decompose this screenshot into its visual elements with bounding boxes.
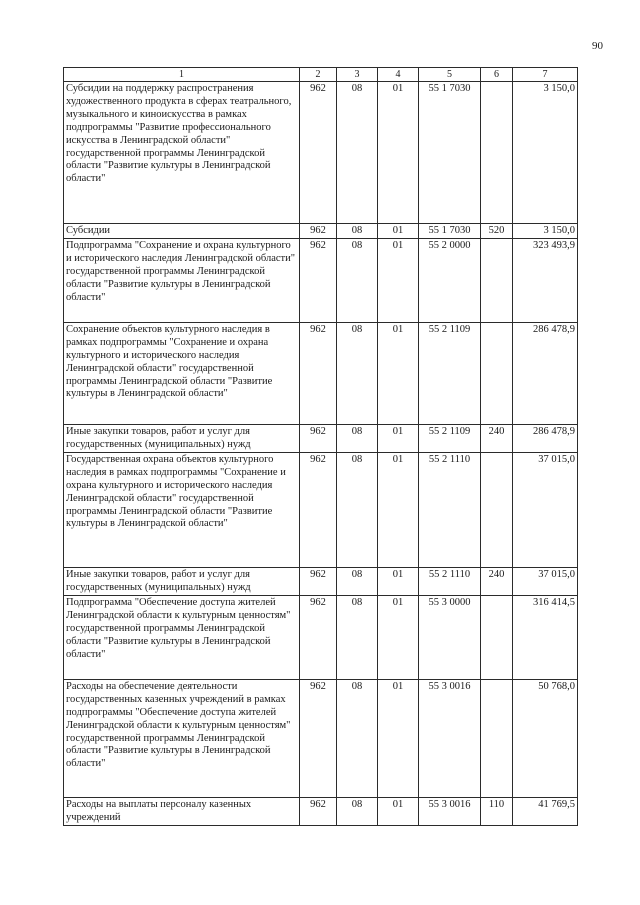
- row-section-code: 08: [337, 238, 378, 322]
- row-name: Субсидии: [64, 224, 300, 239]
- row-target-code: 55 1 7030: [419, 82, 481, 224]
- row-name: Субсидии на поддержку распространения художественного продукта в сферах театрального, музыкального и киноискусства в рамках подпрограммы "Развитие профессионального искусства в Ленинградской области" государственной программы Ленинградской области "Развитие культуры в Ленинградской области": [64, 82, 300, 224]
- row-amount: 3 150,0: [513, 82, 578, 224]
- row-ministry-code: 962: [300, 224, 337, 239]
- column-header-1: 1: [64, 68, 300, 82]
- row-section-code: 08: [337, 797, 378, 825]
- row-target-code: 55 3 0016: [419, 797, 481, 825]
- row-target-code: 55 2 1110: [419, 567, 481, 595]
- row-target-code: 55 2 1109: [419, 322, 481, 424]
- column-header-3: 3: [337, 68, 378, 82]
- row-expense-type: [481, 452, 513, 567]
- row-amount: 50 768,0: [513, 679, 578, 797]
- row-target-code: 55 2 0000: [419, 238, 481, 322]
- row-subsection-code: 01: [378, 452, 419, 567]
- row-ministry-code: 962: [300, 82, 337, 224]
- row-subsection-code: 01: [378, 424, 419, 452]
- row-section-code: 08: [337, 224, 378, 239]
- row-amount: 323 493,9: [513, 238, 578, 322]
- row-section-code: 08: [337, 567, 378, 595]
- row-amount: 3 150,0: [513, 224, 578, 239]
- column-header-6: 6: [481, 68, 513, 82]
- row-expense-type: [481, 82, 513, 224]
- row-name: Иные закупки товаров, работ и услуг для государственных (муниципальных) нужд: [64, 567, 300, 595]
- row-ministry-code: 962: [300, 595, 337, 679]
- row-name: Иные закупки товаров, работ и услуг для государственных (муниципальных) нужд: [64, 424, 300, 452]
- table-row: [64, 322, 578, 424]
- row-section-code: 08: [337, 679, 378, 797]
- row-ministry-code: 962: [300, 322, 337, 424]
- row-section-code: 08: [337, 452, 378, 567]
- row-ministry-code: 962: [300, 567, 337, 595]
- row-subsection-code: 01: [378, 224, 419, 239]
- row-expense-type: 110: [481, 797, 513, 825]
- row-section-code: 08: [337, 82, 378, 224]
- table-row: [64, 679, 578, 797]
- row-name: Расходы на обеспечение деятельности государственных казенных учреждений в рамках подпрограммы "Обеспечение доступа жителей Ленинградской области к культурным ценностям" государственной программы Ленинградской области "Развитие культуры в Ленинградской области": [64, 679, 300, 797]
- row-ministry-code: 962: [300, 679, 337, 797]
- row-expense-type: 520: [481, 224, 513, 239]
- table-row: [64, 797, 578, 825]
- row-name: Подпрограмма "Обеспечение доступа жителей Ленинградской области к культурным ценностям" государственной программы Ленинградской области "Развитие культуры в Ленинградской области": [64, 595, 300, 679]
- row-amount: 316 414,5: [513, 595, 578, 679]
- table-row: [64, 567, 578, 595]
- row-subsection-code: 01: [378, 797, 419, 825]
- table-row: [64, 452, 578, 567]
- row-subsection-code: 01: [378, 567, 419, 595]
- column-header-4: 4: [378, 68, 419, 82]
- row-section-code: 08: [337, 595, 378, 679]
- row-expense-type: [481, 238, 513, 322]
- row-target-code: 55 3 0000: [419, 595, 481, 679]
- table-row: [64, 82, 578, 224]
- row-name: Государственная охрана объектов культурного наследия в рамках подпрограммы "Сохранение и охрана культурного и исторического наследия Ленинградской области" государственной программы Ленинградской области "Развитие культуры в Ленинградской области": [64, 452, 300, 567]
- row-expense-type: [481, 679, 513, 797]
- row-expense-type: [481, 595, 513, 679]
- row-subsection-code: 01: [378, 82, 419, 224]
- table-row: [64, 424, 578, 452]
- column-header-2: 2: [300, 68, 337, 82]
- row-section-code: 08: [337, 424, 378, 452]
- page-number: 90: [592, 40, 603, 52]
- row-name: Подпрограмма "Сохранение и охрана культурного и исторического наследия Ленинградской области" государственной программы Ленинградской области "Развитие культуры в Ленинградской области": [64, 238, 300, 322]
- table-row: [64, 595, 578, 679]
- row-amount: 41 769,5: [513, 797, 578, 825]
- row-ministry-code: 962: [300, 424, 337, 452]
- budget-table: [63, 67, 578, 826]
- row-target-code: 55 2 1109: [419, 424, 481, 452]
- column-header-7: 7: [513, 68, 578, 82]
- column-header-5: 5: [419, 68, 481, 82]
- row-ministry-code: 962: [300, 797, 337, 825]
- row-target-code: 55 3 0016: [419, 679, 481, 797]
- row-expense-type: [481, 322, 513, 424]
- row-ministry-code: 962: [300, 452, 337, 567]
- row-expense-type: 240: [481, 567, 513, 595]
- row-subsection-code: 01: [378, 595, 419, 679]
- row-name: Расходы на выплаты персоналу казенных учреждений: [64, 797, 300, 825]
- row-target-code: 55 1 7030: [419, 224, 481, 239]
- row-section-code: 08: [337, 322, 378, 424]
- row-ministry-code: 962: [300, 238, 337, 322]
- row-expense-type: 240: [481, 424, 513, 452]
- table-row: [64, 224, 578, 239]
- row-subsection-code: 01: [378, 322, 419, 424]
- row-amount: 37 015,0: [513, 567, 578, 595]
- row-amount: 286 478,9: [513, 322, 578, 424]
- table-header-row: [64, 68, 578, 82]
- row-target-code: 55 2 1110: [419, 452, 481, 567]
- row-subsection-code: 01: [378, 238, 419, 322]
- row-subsection-code: 01: [378, 679, 419, 797]
- row-amount: 286 478,9: [513, 424, 578, 452]
- row-name: Сохранение объектов культурного наследия в рамках подпрограммы "Сохранение и охрана культурного и исторического наследия Ленинградской области" государственной программы Ленинградской области "Развитие культуры в Ленинградской области": [64, 322, 300, 424]
- table-row: [64, 238, 578, 322]
- row-amount: 37 015,0: [513, 452, 578, 567]
